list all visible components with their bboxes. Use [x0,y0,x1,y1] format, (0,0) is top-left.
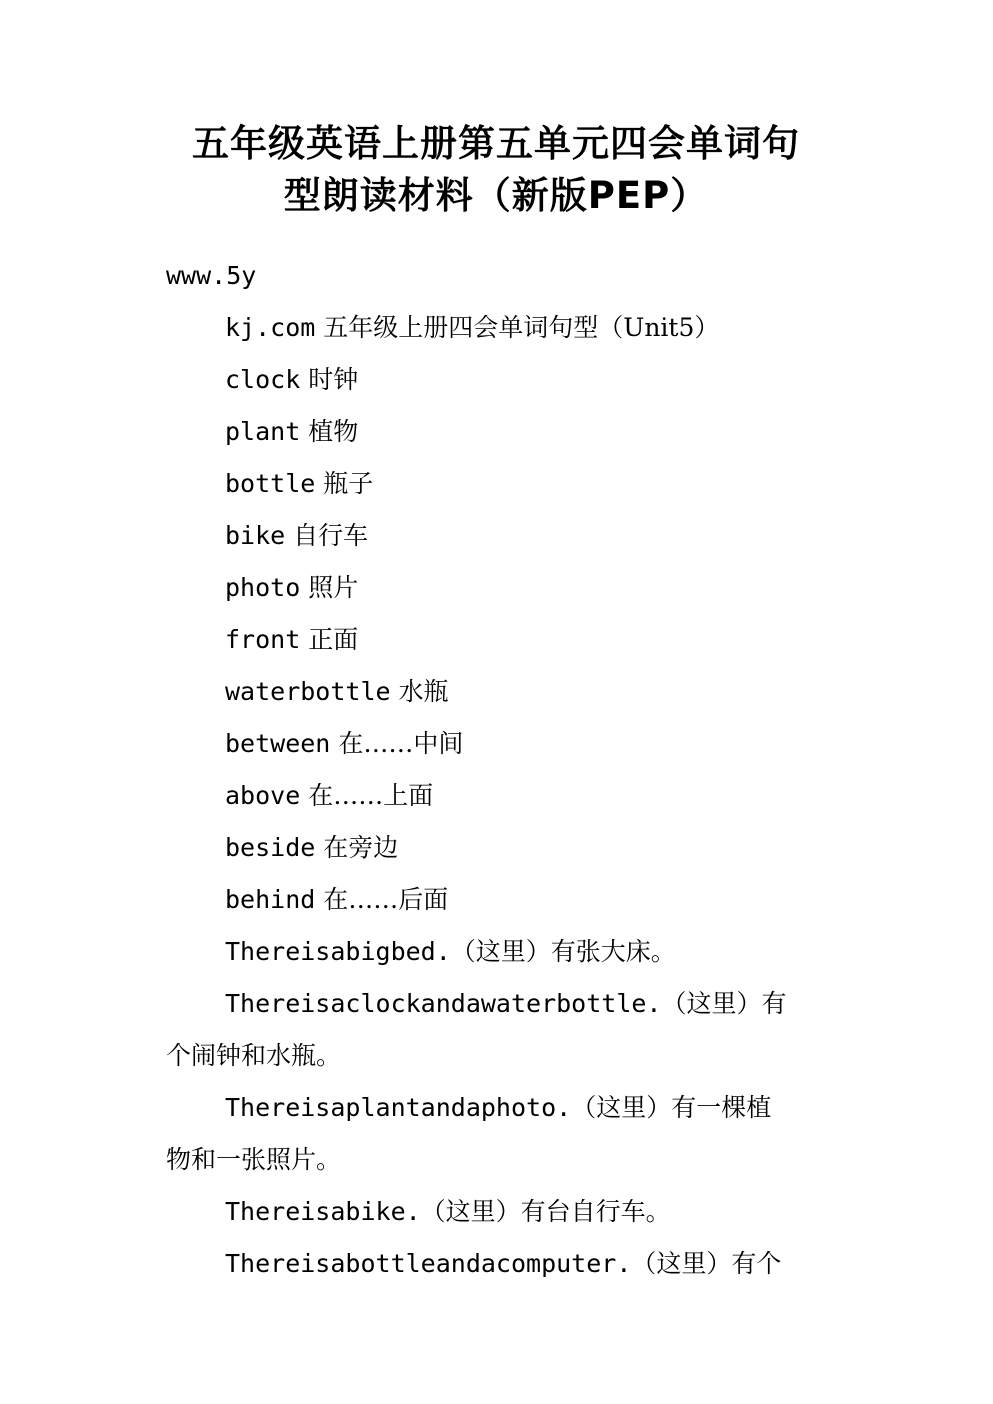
intro-en: kj.com [225,313,316,342]
sentence-zh-cont: 个闹钟和水瓶。 [166,1041,342,1070]
url-text: www.5y [166,261,257,290]
vocab-zh: 正面 [308,625,359,654]
title-line-1: 五年级英语上册第五单元四会单词句 [192,122,800,165]
sentence-zh: （这里）有个 [631,1249,782,1278]
sentence-line [166,978,814,1030]
intro-zh: 五年级上册四会单词句型（Unit5） [323,313,720,342]
vocab-zh: 自行车 [293,521,369,550]
vocab-zh: 在旁边 [323,833,399,862]
vocab-en: bike [225,521,286,550]
vocab-en: waterbottle [225,677,391,706]
sentence-line [166,1082,814,1134]
sentence-zh-cont: 物和一张照片。 [166,1145,342,1174]
vocab-zh: 时钟 [308,365,359,394]
sentence-continuation [166,1134,814,1186]
title-line-2: 型朗读材料（新版PEP） [283,174,709,217]
vocab-en: behind [225,885,316,914]
sentence-line [166,1238,814,1290]
vocab-zh: 在……上面 [308,781,434,810]
intro-line [166,302,814,354]
vocab-item [166,874,814,926]
vocab-item [166,354,814,406]
vocab-item [166,770,814,822]
document-title [160,118,832,222]
vocab-item [166,614,814,666]
vocab-en: plant [225,417,301,446]
vocab-en: clock [225,365,301,394]
vocab-en: above [225,781,301,810]
sentence-en: Thereisabike. [225,1197,421,1226]
sentence-continuation [166,1030,814,1082]
sentence-line [166,1186,814,1238]
vocab-en: between [225,729,331,758]
vocab-item [166,458,814,510]
vocab-item [166,406,814,458]
sentence-zh: （这里）有张大床。 [450,937,676,966]
vocab-en: beside [225,833,316,862]
vocab-item [166,718,814,770]
document-body [166,250,814,1290]
vocab-item [166,666,814,718]
vocab-zh: 瓶子 [323,469,374,498]
vocab-zh: 水瓶 [398,677,449,706]
vocab-item [166,822,814,874]
vocab-item [166,562,814,614]
vocab-zh: 在……后面 [323,885,449,914]
sentence-en: Thereisabottleandacomputer. [225,1249,632,1278]
sentence-zh: （这里）有一棵植 [571,1093,772,1122]
vocab-item [166,510,814,562]
vocab-en: front [225,625,301,654]
vocab-en: photo [225,573,301,602]
sentence-en: Thereisaclockandawaterbottle. [225,989,662,1018]
sentence-zh: （这里）有台自行车。 [420,1197,671,1226]
vocab-zh: 照片 [308,573,359,602]
sentence-line [166,926,814,978]
sentence-zh: （这里）有 [661,989,787,1018]
sentence-en: Thereisabigbed. [225,937,451,966]
vocab-zh: 在……中间 [338,729,464,758]
url-line [166,250,814,302]
sentence-en: Thereisaplantandaphoto. [225,1093,572,1122]
vocab-zh: 植物 [308,417,359,446]
vocab-en: bottle [225,469,316,498]
